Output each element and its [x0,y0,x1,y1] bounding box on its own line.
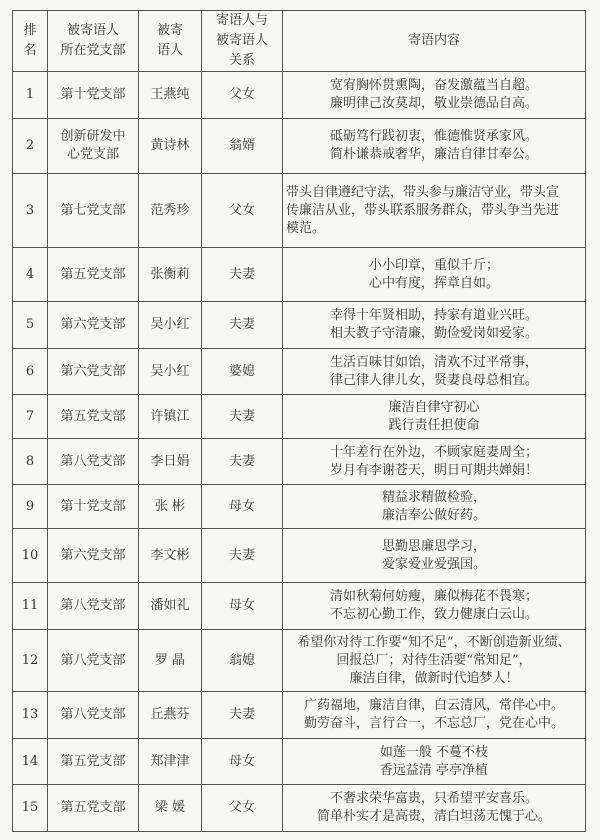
branch-line: 第十党支部 [60,87,126,102]
rank-cell: 15 [13,785,48,832]
message-cell [283,248,586,302]
relationship-cell: 夫妻 [202,395,283,439]
header-branch [48,11,139,72]
header-recipient-line: 语人 [156,43,183,58]
branch-line: 心党支部 [66,147,119,162]
table-row [13,119,586,174]
relationship-cell: 夫妻 [202,529,283,583]
recipient-cell: 吴小红 [139,302,202,349]
header-rank [13,11,48,72]
message-cell [283,349,586,395]
message-line: 宽宥胸怀贯熏陶，奋发激蕴当自超。 [329,78,538,93]
header-recipient [139,11,202,72]
recipient-cell: 丘燕芬 [139,692,202,739]
branch-cell [48,583,139,630]
rank-cell: 5 [13,302,48,349]
header-message: 寄语内容 [283,11,586,72]
message-cell [283,302,586,349]
table-row [13,583,586,630]
recipient-cell: 李日娟 [139,439,202,485]
branch-cell [48,248,139,302]
rank-cell: 10 [13,529,48,583]
table-row [13,439,586,485]
message-line: 爱家爱业爱强国。 [381,556,486,572]
message-cell [283,174,586,248]
message-cell [283,630,586,692]
branch-line: 第五党支部 [60,753,126,769]
message-line: 廉洁自律，做新时代追梦人！ [349,670,519,686]
table-row [13,349,586,395]
rank-cell: 9 [13,485,48,529]
branch-line: 第八党支部 [60,453,126,469]
rank-cell: 7 [13,395,48,439]
relationship-cell: 父女 [202,174,283,248]
message-line: 心中有度，挥章自如。 [368,275,499,291]
branch-line: 第五党支部 [60,408,126,424]
message-line: 岁月有李谢苍天，明日可期共婵娟！ [329,462,538,478]
branch-line: 第七党支部 [60,202,126,218]
branch-cell [48,302,139,349]
message-line: 思勤思廉思学习， [381,538,486,554]
header-branch-line: 所在党支部 [60,43,126,58]
table-row [13,248,586,302]
message-line: 香远益清 亭亭净植 [379,762,489,778]
branch-line: 第八党支部 [60,598,126,613]
message-cell [283,439,586,485]
message-cell [283,395,586,439]
relationship-cell: 婆媳 [202,349,283,395]
branch-line: 第六党支部 [60,317,126,332]
branch-line: 第五党支部 [60,266,126,282]
message-line: 幸得十年贤相助，持家有道业兴旺。 [329,308,538,323]
branch-cell [48,439,139,485]
message-cell [283,692,586,739]
table-header-row [13,11,586,72]
recipient-cell: 许镇江 [139,395,202,439]
message-line: 精益求精做检验， [381,489,486,505]
relationship-cell: 父女 [202,785,283,832]
message-line: 简单朴实才是高贵，清白坦荡无愧于心。 [316,809,551,824]
branch-line: 第十党支部 [60,498,126,514]
header-relationship-line: 被寄语人 [215,33,268,48]
branch-cell [48,485,139,529]
message-cell [283,739,586,785]
table-body [13,72,586,832]
header-relationship [202,11,283,72]
recipient-cell: 吴小红 [139,349,202,395]
branch-line: 第八党支部 [60,652,126,668]
table-row [13,485,586,529]
header-relationship-line: 关系 [228,53,255,68]
branch-line: 第八党支部 [60,707,126,722]
message-line: 带头自律遵纪守法，带头参与廉洁守业，带头宣 [286,184,560,200]
branch-cell [48,119,139,174]
message-cell [283,72,586,119]
message-cell [283,785,586,832]
message-line: 回报总厂；对待生活要“常知足”， [336,652,532,668]
table-row [13,395,586,439]
header-rank-line: 排 [23,23,37,38]
message-line: 如莲一般 不蔓不枝 [379,744,489,760]
relationship-cell: 父女 [202,72,283,119]
relationship-cell: 夫妻 [202,439,283,485]
message-line: 勤劳奋斗，言行合一，不忘总厂，党在心中。 [303,716,564,731]
table-row [13,785,586,832]
branch-cell [48,395,139,439]
table-row [13,529,586,583]
recipient-cell: 李文彬 [139,529,202,583]
branch-cell [48,349,139,395]
relationship-cell: 翁婿 [202,119,283,174]
message-line: 廉明律己汝莫却，敬业崇德品自高。 [329,96,538,111]
table-row [13,72,586,119]
header-rank-line: 名 [23,43,37,58]
recipient-cell: 黄诗林 [139,119,202,174]
relationship-cell: 翁媳 [202,630,283,692]
branch-cell [48,529,139,583]
rank-cell: 1 [13,72,48,119]
branch-cell [48,174,139,248]
recipient-cell: 王燕纯 [139,72,202,119]
message-line: 廉洁自律守初心 [388,399,480,415]
recipient-cell: 张 彬 [139,485,202,529]
branch-line: 第六党支部 [60,547,126,563]
rank-cell: 3 [13,174,48,248]
message-line: 清如秋菊何妨瘦，廉似梅花不畏寒； [329,589,538,604]
message-line: 传廉洁从业，带头联系服务群众，带头争当先进 [286,202,560,218]
recipient-cell: 潘如礼 [139,583,202,630]
branch-line: 第五党支部 [60,800,126,815]
branch-line: 第六党支部 [60,363,126,379]
header-recipient-line: 被寄 [156,23,183,38]
message-line: 不奢求荣华富贵，只希望平安喜乐。 [329,791,538,806]
message-cell [283,529,586,583]
message-cell [283,485,586,529]
message-line: 廉洁奉公做好药。 [381,507,486,523]
table-row [13,630,586,692]
rank-cell: 6 [13,349,48,395]
recipient-cell: 罗 晶 [139,630,202,692]
table-row [13,174,586,248]
message-line: 模范。 [286,220,326,236]
table-row [13,302,586,349]
relationship-cell: 夫妻 [202,302,283,349]
message-line: 十年差行在外边，不顾家庭妻周全； [329,444,538,460]
rank-cell: 13 [13,692,48,739]
relationship-cell: 夫妻 [202,692,283,739]
message-line: 简朴谦恭戒奢华，廉洁自律甘奉公。 [329,147,538,162]
rank-cell: 4 [13,248,48,302]
message-line: 广药福地，廉洁自律，白云清风，常伴心中。 [303,698,564,713]
header-relationship-line: 寄语人与 [215,13,268,28]
message-line: 小小印章，重似千斤； [368,257,499,273]
rank-cell: 11 [13,583,48,630]
rank-cell: 2 [13,119,48,174]
message-line: 践行责任担使命 [388,417,480,433]
recipient-cell: 梁 媛 [139,785,202,832]
recipient-cell: 张衡莉 [139,248,202,302]
relationship-cell: 母女 [202,583,283,630]
branch-line: 创新研发中 [60,129,126,144]
header-branch-line: 被寄语人 [66,23,119,38]
message-cell [283,583,586,630]
message-line: 律己律人律儿女，贤妻良母总相宜。 [329,372,538,388]
branch-cell [48,785,139,832]
table-row [13,692,586,739]
message-line: 希望你对待工作要“知不足”，不断创造新业绩、 [297,634,571,650]
rank-cell: 12 [13,630,48,692]
recipient-cell: 郑津津 [139,739,202,785]
rank-cell: 14 [13,739,48,785]
messages-table [12,10,586,832]
relationship-cell: 夫妻 [202,248,283,302]
branch-cell [48,630,139,692]
branch-cell [48,692,139,739]
relationship-cell: 母女 [202,485,283,529]
relationship-cell: 母女 [202,739,283,785]
rank-cell: 8 [13,439,48,485]
message-cell [283,119,586,174]
branch-cell [48,739,139,785]
message-line: 相夫教子守清廉，勤俭爱岗如爱家。 [329,326,538,341]
message-line: 砥砺笃行践初衷，惟德惟贤承家风。 [329,129,538,144]
table-row [13,739,586,785]
branch-cell [48,72,139,119]
message-line: 生活百味甘如饴，清欢不过平常事， [329,354,538,370]
recipient-cell: 范秀珍 [139,174,202,248]
message-line: 不忘初心勤工作，致力健康白云山。 [329,607,538,622]
